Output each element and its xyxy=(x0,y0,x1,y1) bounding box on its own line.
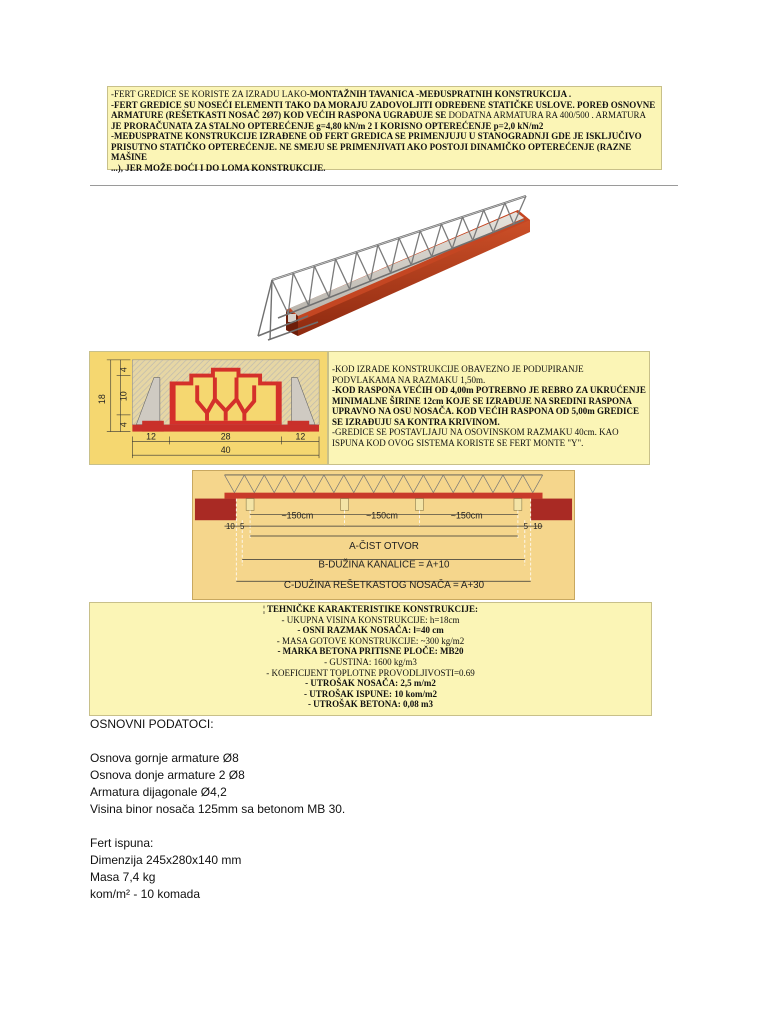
tech-line-1: - UKUPNA VISINA KONSTRUKCIJE: h=18cm xyxy=(281,614,460,625)
truss-web xyxy=(423,475,443,493)
truss-web xyxy=(264,475,284,493)
label-a: A-ČIST OTVOR xyxy=(349,540,419,552)
armature-bottom: Osnova donje armature 2 Ø8 xyxy=(90,768,245,782)
side-line-7: -GREDICE SE POSTAVLJAJU NA OSOVINSKOM RAZMAKU 40cm. KAO xyxy=(332,427,619,437)
right-dim-a: 5 xyxy=(523,522,528,532)
spacer xyxy=(90,733,650,750)
side-line-5: UPRAVNO NA OSU NOSAČA. KOD VEĆIH RASPONA OD 5,00m GREDICE xyxy=(332,406,639,416)
spacing-1: ~150cm xyxy=(281,510,314,521)
dim-center: 28 xyxy=(220,431,231,442)
dim-total-width: 40 xyxy=(220,445,231,456)
intro-line-5: -MEĐUSPRATNE KONSTRUKCIJE IZRAĐENE OD FERT GREDICA SE PRIMENJUJU U STANOGRADNJI GDE JE ISKLJUČIVO xyxy=(111,131,642,141)
intro-line-4: JE PRORAČUNATA ZA STALNO OPTEREĆENJE g=4,80 kN/m 2 I KORISNO OPTEREĆENJE p=2,0 kN/m2 xyxy=(111,120,544,131)
intro-line-1b: -MONTAŽNIH TAVANICA -MEĐUSPRATNIH KONSTRUKCIJA . xyxy=(306,89,572,99)
truss-diagonal xyxy=(272,280,288,314)
truss-web xyxy=(224,475,244,493)
side-line-1: -KOD IZRADE KONSTRUKCIJE OBAVEZNO JE PODUPIRANJE xyxy=(332,364,584,374)
basic-data-heading: OSNOVNI PODATOCI: xyxy=(90,717,214,731)
truss-web xyxy=(344,475,364,493)
intro-line-6: PRISUTNO STATIČKO OPTEREĆENJE. NE SMEJU SE PRIMENJIVATI AKO POSTOJI DINAMIČKO OPTEREĆENJE (RAZNE MAŠINE xyxy=(111,141,632,162)
truss-web xyxy=(324,475,344,493)
fert-infill-count: kom/m² - 10 komada xyxy=(90,887,201,901)
truss-web xyxy=(304,475,324,493)
intro-line-7: ...), JER MOŽE DOĆI I DO LOMA KONSTRUKCIJE. xyxy=(111,162,326,173)
dim-left: 12 xyxy=(146,431,156,442)
tech-line-6: - KOEFICIJENT TOPLOTNE PROVODLJIVOSTI=0.69 xyxy=(266,667,475,678)
intro-line-1a: -FERT GREDICE SE KORISTE ZA IZRADU LAKO xyxy=(111,89,307,99)
side-line-6: SE IZRAĐUJU SA KONTRA KRIVINOM. xyxy=(332,416,500,427)
tech-title: ¦ TEHNIČKE KARAKTERISTIKE KONSTRUKCIJE: xyxy=(262,604,479,614)
left-dim-b: 5 xyxy=(240,522,245,532)
fert-infill-mass: Masa 7,4 kg xyxy=(90,870,156,884)
cross-section-drawing xyxy=(89,351,328,465)
intro-line-3b: DODATNA ARMATURA RA 400/500 . ARMATURA xyxy=(446,110,646,120)
truss-web xyxy=(463,475,483,493)
side-line-4: MINIMALNE ŠIRINE 12cm KOJE SE IZRAĐUJE NA SREDINI RASPONA xyxy=(332,395,633,406)
label-b: B-DUŽINA KANALICE = A+10 xyxy=(318,559,450,571)
truss-diagonal xyxy=(293,273,309,306)
left-dim-a: 10 xyxy=(226,522,235,532)
armature-diagonal: Armatura dijagonale Ø4,2 xyxy=(90,785,227,799)
fert-infill-title: Fert ispuna: xyxy=(90,836,154,850)
spacing-3: ~150cm xyxy=(450,510,483,521)
side-note-box xyxy=(328,351,650,465)
dim-right: 12 xyxy=(295,431,306,442)
side-line-8: ISPUNA KOD OVOG SISTEMA KORISTE SE FERT MONTE "Y". xyxy=(332,437,584,448)
dim-bottom: 4 xyxy=(118,422,129,428)
tech-line-9: - UTROŠAK BETONA: 0,08 m3 xyxy=(307,699,434,710)
spacing-2: ~150cm xyxy=(366,510,398,521)
truss-web xyxy=(403,475,423,493)
basic-data-section xyxy=(90,716,650,903)
tech-line-7: - UTROŠAK NOSAČA: 2,5 m/m2 xyxy=(305,678,436,689)
dim-top: 4 xyxy=(118,367,129,373)
truss-web xyxy=(523,475,543,493)
truss-web xyxy=(443,475,463,493)
side-line-3: -KOD RASPONA VEĆIH OD 4,00m POTREBNO JE REBRO ZA UKRUĆENJE xyxy=(332,385,646,395)
dim-mid: 10 xyxy=(118,391,129,402)
spacer xyxy=(90,818,650,835)
intro-line-2: -FERT GREDICE SU NOSEĆI ELEMENTI TAKO DA MORAJU ZADOVOLJITI ODREĐENE STATIČKE USLOVE. POREĐ OSNOVNE xyxy=(111,99,656,110)
armature-top: Osnova gornje armature Ø8 xyxy=(90,751,239,765)
dim-total-height: 18 xyxy=(96,394,107,405)
span-diagram xyxy=(192,470,575,600)
truss-web xyxy=(364,475,384,493)
binor-height: Visina binor nosača 125mm sa betonom MB 30. xyxy=(90,802,346,816)
truss-web xyxy=(384,475,404,493)
side-line-2: PODVLAKAMA NA RAZMAKU 1,50m. xyxy=(332,374,486,385)
tech-line-8: - UTROŠAK ISPUNE: 10 kom/m2 xyxy=(303,688,437,699)
intro-text-box xyxy=(107,86,662,173)
truss-diagonal xyxy=(314,266,329,298)
truss-web xyxy=(483,475,503,493)
truss-diagonal xyxy=(336,259,350,289)
right-dim-b: 10 xyxy=(533,522,542,532)
truss-web xyxy=(284,475,304,493)
tech-line-4: - MARKA BETONA PRITISNE PLOČE: MB20 xyxy=(277,646,464,657)
tech-line-3: - MASA GOTOVE KONSTRUKCIJE: ~300 kg/m2 xyxy=(276,635,465,646)
tech-characteristics-box xyxy=(89,602,652,716)
label-c: C-DUŽINA REŠETKASTOG NOSAČA = A+30 xyxy=(283,580,485,592)
truss-web xyxy=(244,475,264,493)
fert-beam-illustration xyxy=(238,190,530,346)
fert-infill-dimension: Dimenzija 245x280x140 mm xyxy=(90,853,242,867)
intro-line-3a: ARMATURE (REŠETKASTI NOSAČ 2Ø7) KOD VEĆIH RASPONA UGRAĐUJE SE xyxy=(111,110,447,120)
horizontal-rule xyxy=(90,185,678,186)
truss-web xyxy=(503,475,523,493)
tech-line-2: - OSNI RAZMAK NOSAČA: l=40 cm xyxy=(297,625,444,636)
tech-line-5: - GUSTINA: 1600 kg/m3 xyxy=(324,656,417,667)
